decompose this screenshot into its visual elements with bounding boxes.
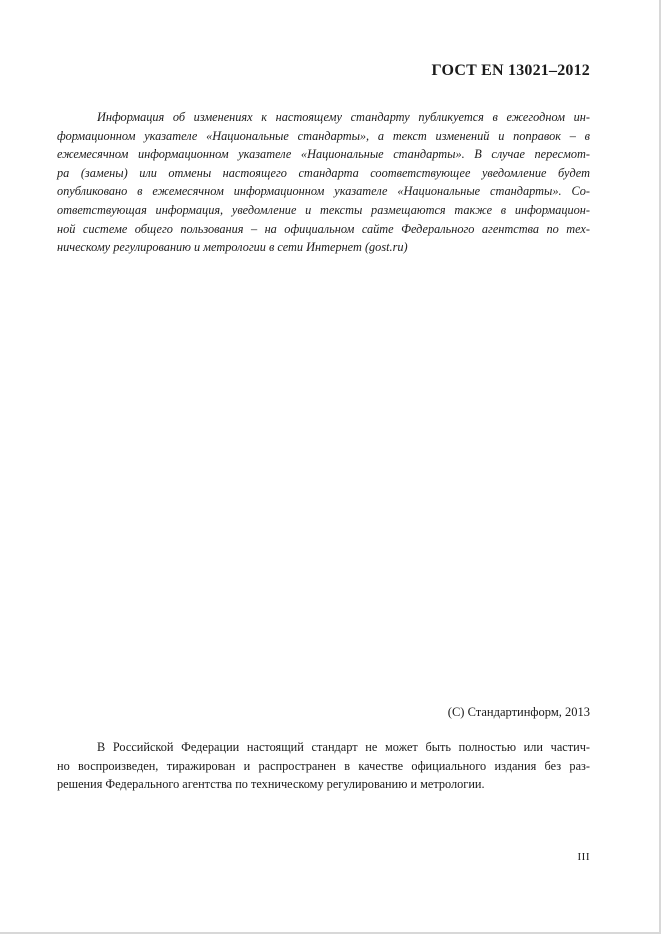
reproduction-restriction-paragraph: [57, 738, 590, 794]
legal-line: В Российской Федерации настоящий стандарт не может быть полностью или частич-: [97, 740, 590, 754]
legal-line: решения Федерального агентства по техническому регулированию и метрологии.: [57, 777, 485, 792]
legal-line: но воспроизведен, тиражирован и распространен в качестве официального издания без раз-: [57, 758, 590, 773]
info-line: Информация об изменениях к настоящему стандарту публикуется в ежегодном ин-: [97, 110, 590, 124]
info-line: опубликовано в ежемесячном информационном указателе «Национальные стандарты». Со-: [57, 184, 590, 199]
info-line: ническому регулированию и метрологии в сети Интернет (gost.ru): [57, 240, 408, 255]
info-line: ежемесячном информационном указателе «Национальные стандарты». В случае пересмот-: [57, 147, 590, 162]
info-line: ной системе общего пользования – на официальном сайте Федерального агентства по тех-: [57, 221, 590, 236]
amendments-info-paragraph: [57, 108, 590, 257]
info-line: ответствующая информация, уведомление и тексты размещаются также в информацион-: [57, 202, 590, 217]
info-line: формационном указателе «Национальные стандарты», а текст изменений и поправок – в: [57, 128, 590, 143]
info-line: ра (замены) или отмены настоящего стандарта соответствующее уведомление будет: [57, 165, 590, 180]
copyright-notice: (C) Стандартинформ, 2013: [447, 705, 590, 719]
page-number: III: [577, 851, 590, 863]
document-header-title: ГОСТ EN 13021–2012: [431, 62, 590, 79]
